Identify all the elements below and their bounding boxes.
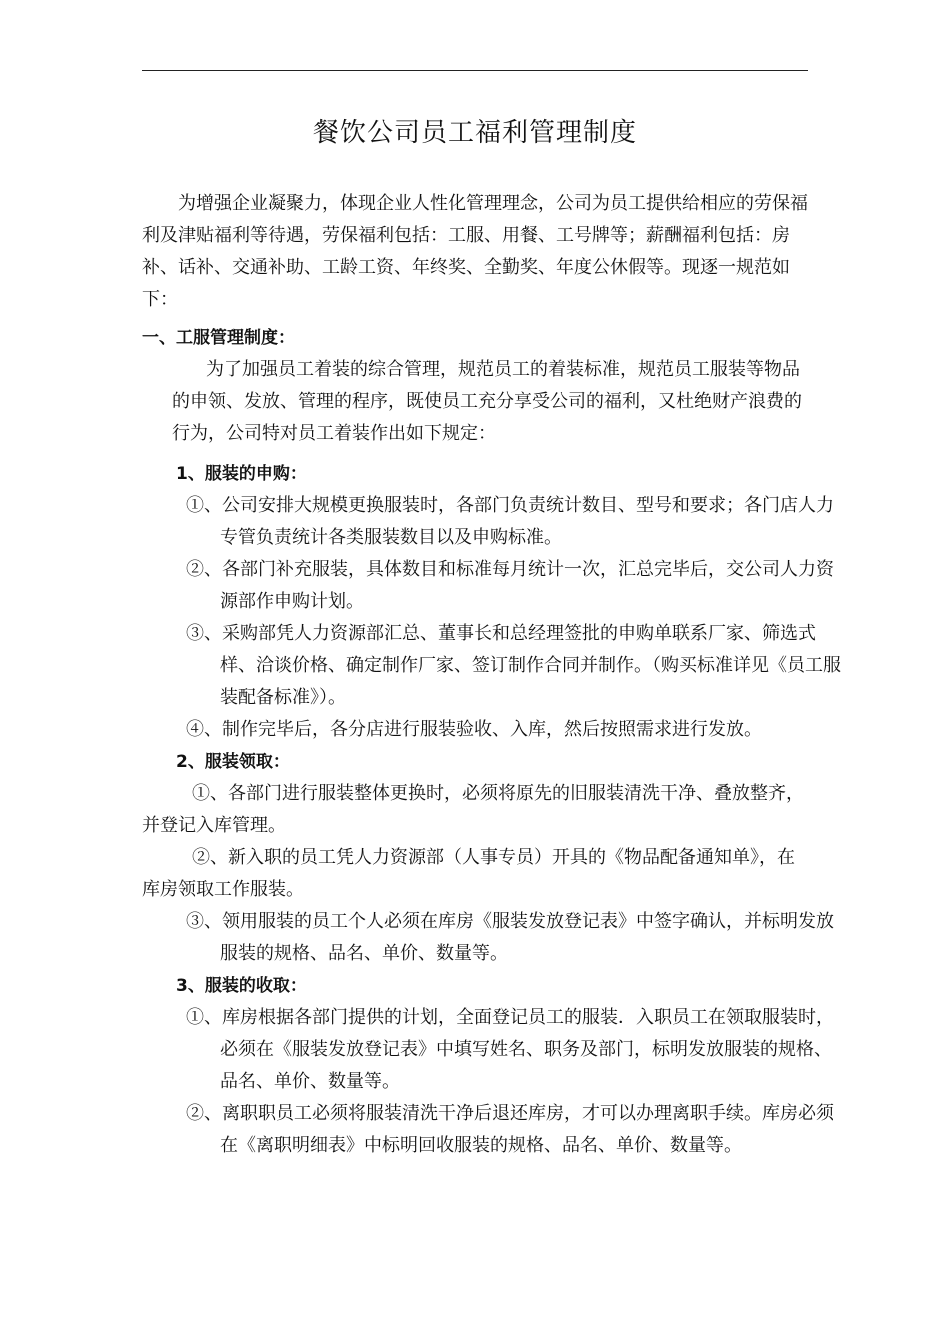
list-item: ③、领用服装的员工个人必须在库房《服装发放登记表》中签字确认，并标明发放服装的规格、品名、单价、数量等。: [186, 911, 834, 964]
list-item: ③、采购部凭人力资源部汇总、董事长和总经理签批的申购单联系厂家、筛选式样、洽谈价格、确定制作厂家、签订制作合同并制作。（购买标准详见《员工服装配备标准》）。: [186, 623, 841, 708]
list-item: ②、各部门补充服装，具体数目和标准每月统计一次，汇总完毕后，交公司人力资源部作申购计划。: [186, 559, 834, 612]
subheading-collection: 2、服装领取：: [176, 752, 290, 772]
list-item: ①、公司安排大规模更换服装时，各部门负责统计数目、型号和要求；各门店人力专管负责统计各类服装数目以及申购标准。: [186, 495, 834, 548]
list-item: ①、库房根据各部门提供的计划，全面登记员工的服装．入职员工在领取服装时，必须在《服装发放登记表》中填写姓名、职务及部门，标明发放服装的规格、品名、单价、数量等。: [186, 1007, 834, 1092]
intro-paragraph: 为增强企业凝聚力，体现企业人性化管理理念，公司为员工提供给相应的劳保福利及津贴福利等待遇，劳保福利包括：工服、用餐、工号牌等；薪酬福利包括：房补、话补、交通补助、工龄工资、年终奖、全勤奖、年度公休假等。现逐一规范如下：: [142, 193, 808, 310]
list-item: ②、新入职的员工凭人力资源部（人事专员）开具的《物品配备通知单》，在库房领取工作服装。: [142, 847, 795, 900]
list-item: ④、制作完毕后，各分店进行服装验收、入库，然后按照需求进行发放。: [186, 719, 762, 740]
subheading-return: 3、服装的收取：: [176, 976, 307, 996]
list-item: ②、离职职员工必须将服装清洗干净后退还库房，才可以办理离职手续。库房必须在《离职明细表》中标明回收服装的规格、品名、单价、数量等。: [186, 1103, 834, 1156]
header-rule: [142, 70, 808, 71]
list-item: ①、各部门进行服装整体更换时，必须将原先的旧服装清洗干净、叠放整齐，并登记入库管理。: [142, 783, 804, 836]
document-title: 餐饮公司员工福利管理制度: [312, 118, 637, 148]
subheading-purchase: 1、服装的申购：: [176, 464, 307, 484]
section-intro: 为了加强员工着装的综合管理，规范员工的着装标准，规范员工服装等物品的申领、发放、管理的程序，既使员工充分享受公司的福利，又杜绝财产浪费的行为，公司特对员工着装作出如下规定：: [172, 359, 802, 444]
section-heading-uniform: 一、工服管理制度：: [142, 328, 295, 348]
